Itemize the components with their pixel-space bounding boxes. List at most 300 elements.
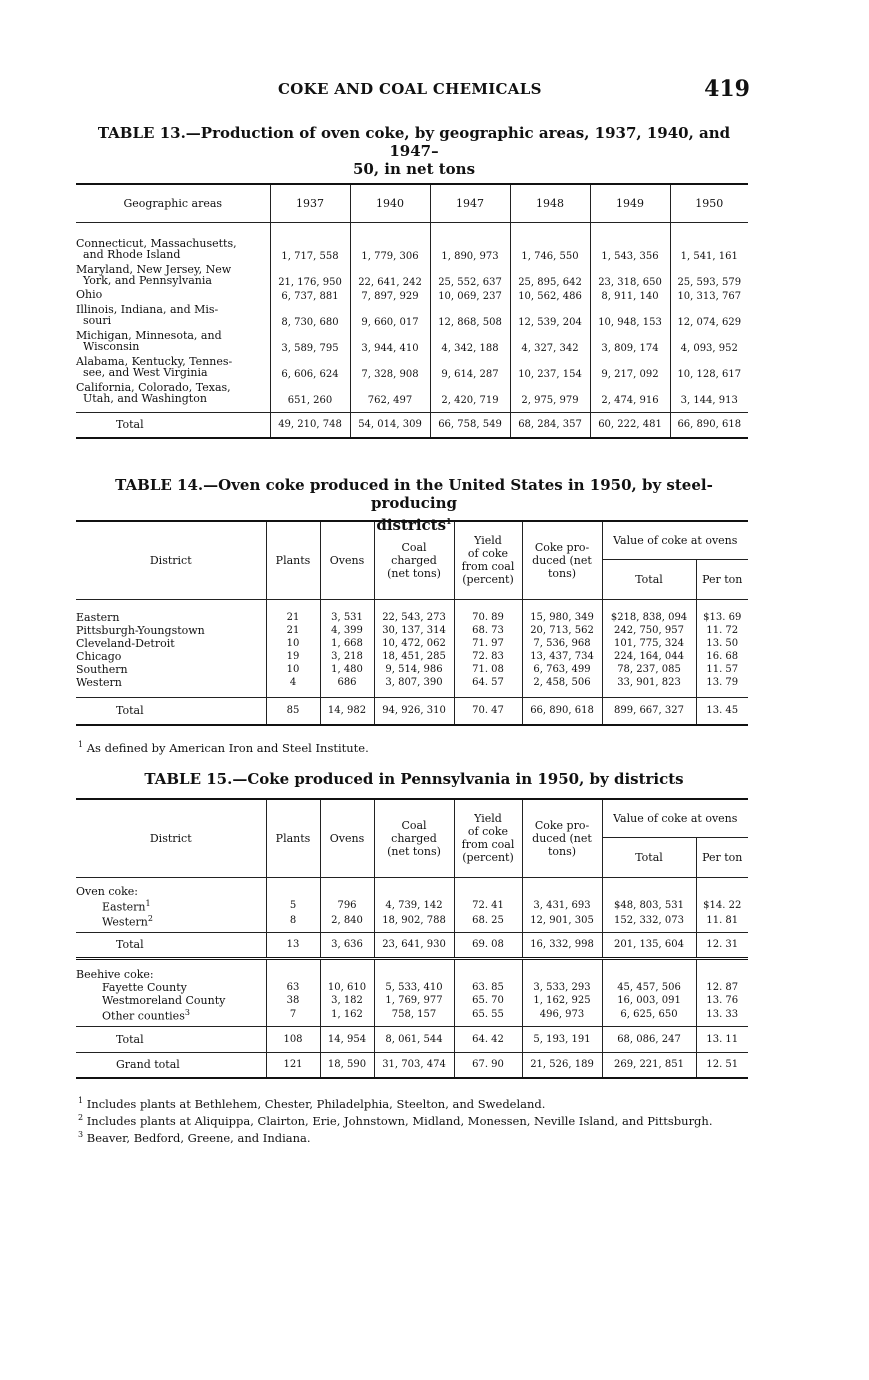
area-label-cell [76,288,270,302]
spacer-cell [374,877,454,885]
spacer-row [76,689,748,697]
col-header-coke [522,521,602,599]
value-cell: $48, 803, 531 [602,898,696,913]
spacer-cell [320,877,374,885]
value-cell: 2, 840 [320,913,374,928]
header-row [76,799,748,837]
district-label: Southern [76,663,266,676]
spacer-cell [590,222,670,236]
value-cell: 25, 593, 579 [677,276,742,288]
area-label-cell [76,302,270,328]
col-header-line: (percent) [462,851,514,865]
table-row [76,898,748,913]
value-cell: 10, 948, 153 [590,302,670,328]
value-cell: 8 [266,913,320,928]
footnote-text: Includes plants at Bethlehem, Chester, Philadelphia, Steelton, and Swedeland. [86,1096,546,1111]
value-cell: 71. 08 [454,663,522,676]
table13-col-header: 1937 [270,184,350,222]
spacer-cell [696,968,748,981]
total-value: 64. 42 [454,1026,522,1052]
value-cell: 6, 737, 881 [270,288,350,302]
value-cell: 19 [266,650,320,663]
area-label: Wisconsin [83,340,140,353]
value-cell: 10 [266,663,320,676]
col-header-value-group: Value of coke at ovens [602,521,748,559]
spacer-cell [602,877,696,885]
total-value: 14, 982 [320,697,374,725]
table-row [76,262,748,288]
value-cell: 10, 128, 617 [677,368,742,380]
footnote-mark: 1 [78,740,84,749]
table13-col-header: 1949 [590,184,670,222]
value-cell: 10, 610 [320,981,374,994]
value-cell: 3, 431, 693 [522,898,602,913]
value-cell: 3, 807, 390 [374,676,454,689]
section-heading: Beehive coke: [76,968,266,981]
col-header-line: (percent) [462,573,514,587]
spacer-cell [602,885,696,898]
district-label: Eastern [76,611,266,624]
value-cell: 6, 606, 624 [270,354,350,380]
page-number: 419 [704,76,750,102]
value-cell: 496, 973 [522,1007,602,1022]
spacer-cell [374,958,454,968]
district-label-cell [76,981,266,994]
value-cell: $14. 22 [703,899,742,911]
spacer-cell [696,958,748,968]
value-cell: 68. 25 [454,913,522,928]
value-cell: 10, 313, 767 [677,290,742,302]
total-value: 23, 641, 930 [374,932,454,958]
double-rule-row [76,958,748,968]
value-cell: 758, 157 [374,1007,454,1022]
table14-body [76,599,748,725]
value-cell: 9, 514, 986 [374,663,454,676]
value-cell: 16. 68 [706,650,739,662]
table13-col-header: 1948 [510,184,590,222]
value-cell: 12, 868, 508 [430,302,510,328]
table13-col-header: 1947 [430,184,510,222]
total-label: Total [76,932,266,958]
total-value: 54, 014, 309 [350,412,430,438]
value-cell: 63. 85 [454,981,522,994]
spacer-cell [320,885,374,898]
header-row [76,521,748,559]
value-cell: 11. 81 [706,914,739,926]
table13-caption [78,124,750,178]
total-value: 899, 667, 327 [602,697,696,725]
value-cell: 1, 746, 550 [510,236,590,262]
spacer-cell [270,222,350,236]
footnote-mark: 1 [78,1096,84,1105]
district-label: Pittsburgh-Youngstown [76,624,266,637]
area-label-cell [76,354,270,380]
spacer-cell [602,689,696,697]
footnote-line [78,1128,750,1145]
value-cell: 3, 531 [320,611,374,624]
value-cell: 8, 730, 680 [270,302,350,328]
table-row [76,676,748,689]
total-value: 201, 135, 604 [602,932,696,958]
value-cell: 5 [266,898,320,913]
value-cell: 10, 472, 062 [374,637,454,650]
total-label: Grand total [76,1052,266,1078]
total-value: 21, 526, 189 [522,1052,602,1078]
table15-head [76,799,748,877]
area-label-cell [76,236,270,262]
value-cell: 7, 536, 968 [522,637,602,650]
value-cell: 9, 660, 017 [350,302,430,328]
table13-col-header: Geographic areas [76,184,270,222]
total-value: 49, 210, 748 [270,412,350,438]
district-label: Eastern [102,900,146,914]
value-cell: 9, 217, 092 [590,354,670,380]
spacer-cell [522,599,602,611]
spacer-cell [320,958,374,968]
total-value: 13. 11 [696,1026,748,1052]
table13-caption-line1: TABLE 13.—Production of oven coke, by geographic areas, 1937, 1940, and 1947– [97,124,731,160]
spacer-row [76,222,748,236]
area-label-cell [76,328,270,354]
value-cell: 16, 003, 091 [602,994,696,1007]
value-cell: 72. 83 [454,650,522,663]
value-cell: 12, 539, 204 [510,302,590,328]
spacer-cell [602,958,696,968]
col-header-line: of coke [467,825,509,839]
district-label-cell [76,898,266,913]
total-label: Total [76,697,266,725]
total-value: 3, 636 [320,932,374,958]
table15-footnotes [78,1094,750,1144]
spacer-cell [350,222,430,236]
col-header-line: (net tons) [387,844,441,858]
value-cell: 23, 318, 650 [590,262,670,288]
area-label-cell [76,262,270,288]
spacer-cell [522,877,602,885]
col-header-line: charged [391,553,437,567]
area-label: Connecticut, Massachusetts, [76,236,237,250]
value-cell: 3, 809, 174 [590,328,670,354]
spacer-cell [454,599,522,611]
value-cell: 21 [266,624,320,637]
col-header-line: Yield [474,534,502,548]
spacer-cell [320,599,374,611]
district-label-cell [76,913,266,928]
total-row [76,1052,748,1078]
footnote-mark: 1 [145,899,151,908]
value-cell: 4 [266,676,320,689]
area-label: Illinois, Indiana, and Mis- [76,302,219,316]
district-label-cell [76,994,266,1007]
col-header-line: of coke [467,547,509,561]
spacer-cell [454,958,522,968]
value-cell: 762, 497 [350,380,430,406]
spacer-cell [374,599,454,611]
value-cell: 72. 41 [454,898,522,913]
value-cell: 65. 55 [454,1007,522,1022]
value-cell: 1, 717, 558 [270,236,350,262]
table15-caption [78,770,750,788]
value-cell: $218, 838, 094 [602,611,696,624]
col-header-yield [454,799,522,877]
col-header-line: from coal [461,838,515,852]
indent [76,366,83,379]
spacer-cell [696,599,748,611]
spacer-cell [602,599,696,611]
value-cell: 13, 437, 734 [522,650,602,663]
spacer-row [76,877,748,885]
col-header-coal [374,521,454,599]
total-value: 13 [266,932,320,958]
value-cell: 1, 668 [320,637,374,650]
value-cell: 651, 260 [270,380,350,406]
total-row [76,412,748,438]
value-cell: 18, 902, 788 [374,913,454,928]
district-label: Western [102,915,148,929]
value-cell: 21 [266,611,320,624]
value-cell: 4, 327, 342 [510,328,590,354]
value-cell: 1, 480 [320,663,374,676]
table-row [76,288,748,302]
total-value: 121 [266,1052,320,1078]
value-cell: 22, 641, 242 [350,262,430,288]
area-label: York, and Pennsylvania [83,274,212,287]
indent [76,392,83,405]
table13-body [76,222,748,438]
value-cell: 1, 162, 925 [522,994,602,1007]
area-label: Ohio [76,288,103,302]
total-value: 12. 51 [696,1052,748,1078]
col-header-line: (net tons) [387,566,441,580]
col-header-line: tons) [547,844,577,858]
value-cell: 686 [320,676,374,689]
table13-col-header: 1950 [670,184,748,222]
district-label: Westmoreland County [102,994,226,1008]
col-header-line: charged [391,831,437,845]
value-cell: 15, 980, 349 [522,611,602,624]
value-cell: 25, 895, 642 [510,262,590,288]
district-label: Western [76,676,266,689]
table-row [76,611,748,624]
spacer-cell [696,885,748,898]
spacer-cell [76,222,270,236]
indent [76,314,83,327]
table-row [76,624,748,637]
value-cell: 1, 543, 356 [590,236,670,262]
value-cell: 6, 625, 650 [602,1007,696,1022]
total-value: 85 [266,697,320,725]
spacer-cell [454,885,522,898]
value-cell: 70. 89 [454,611,522,624]
col-header-yield [454,521,522,599]
value-cell: 224, 164, 044 [602,650,696,663]
table13 [76,183,748,439]
col-header-district: District [76,799,266,877]
spacer-cell [266,958,320,968]
value-cell: 33, 901, 823 [602,676,696,689]
value-cell: 3, 182 [320,994,374,1007]
spacer-cell [454,689,522,697]
area-label: souri [83,314,112,327]
col-header-value-total: Total [602,559,696,599]
value-cell: 7, 328, 908 [350,354,430,380]
value-cell: 2, 420, 719 [430,380,510,406]
value-cell: 2, 975, 979 [510,380,590,406]
table-row [76,354,748,380]
area-label: Michigan, Minnesota, and [76,328,222,342]
value-cell: 10, 562, 486 [510,288,590,302]
value-cell: 11. 72 [706,624,739,636]
col-header-district: District [76,521,266,599]
spacer-cell [76,958,266,968]
spacer-cell [696,689,748,697]
value-cell: 13. 76 [706,995,739,1007]
spacer-cell [266,689,320,697]
value-cell: 13. 50 [706,637,739,649]
spacer-cell [374,968,454,981]
col-header-value-per-ton: Per ton [696,559,748,599]
col-header-ovens: Ovens [320,799,374,877]
spacer-cell [320,689,374,697]
spacer-cell [76,599,266,611]
value-cell: 12. 87 [706,982,739,994]
spacer-cell [266,885,320,898]
value-cell: 12, 074, 629 [677,316,742,328]
value-cell: 4, 399 [320,624,374,637]
table-row [76,1007,748,1022]
page-header [78,76,750,106]
col-header-plants: Plants [266,799,320,877]
total-value: 68, 086, 247 [602,1026,696,1052]
spacer-cell [76,877,266,885]
value-cell: 3, 218 [320,650,374,663]
district-label-cell [76,1007,266,1022]
footnote-text: As defined by American Iron and Steel Institute. [86,740,369,755]
col-header-line: Coke pro- [534,540,590,554]
value-cell: 45, 457, 506 [602,981,696,994]
value-cell: 10, 069, 237 [430,288,510,302]
value-cell: 5, 533, 410 [374,981,454,994]
col-header-line: duced (net [532,553,592,567]
total-value: 16, 332, 998 [522,932,602,958]
table13-header-row [76,184,748,222]
indent [76,340,83,353]
footnote-mark: 2 [147,914,153,924]
table13-col-header: 1940 [350,184,430,222]
area-label-cell [76,380,270,406]
total-value: 68, 284, 357 [510,412,590,438]
value-cell: 13. 79 [706,676,739,688]
value-cell: 1, 769, 977 [374,994,454,1007]
value-cell: 21, 176, 950 [270,262,350,288]
col-header-line: Coal [401,540,427,554]
col-header-coke [522,799,602,877]
table-row [76,637,748,650]
footnote-mark: 1 [446,516,452,526]
spacer-cell [696,877,748,885]
total-value: 66, 758, 549 [430,412,510,438]
col-header-line: duced (net [532,831,592,845]
spacer-cell [670,222,748,236]
total-value: 31, 703, 474 [374,1052,454,1078]
total-row [76,697,748,725]
spacer-cell [266,968,320,981]
value-cell: 9, 614, 287 [430,354,510,380]
value-cell: 8, 911, 140 [590,288,670,302]
value-cell: 152, 332, 073 [602,913,696,928]
total-value: 108 [266,1026,320,1052]
value-cell: 10, 237, 154 [510,354,590,380]
table13-caption-line2: 50, in net tons [352,160,476,178]
total-value: 5, 193, 191 [522,1026,602,1052]
value-cell: 6, 763, 499 [522,663,602,676]
section-heading-row [76,885,748,898]
district-label: Other counties [102,1009,185,1023]
spacer-cell [522,958,602,968]
value-cell: 2, 474, 916 [590,380,670,406]
area-label: see, and West Virginia [83,366,208,379]
total-row [76,1026,748,1052]
value-cell: 65. 70 [454,994,522,1007]
area-label: Utah, and Washington [83,392,207,405]
col-header-plants: Plants [266,521,320,599]
spacer-cell [320,968,374,981]
footnote-line [78,1111,750,1128]
value-cell: 68. 73 [454,624,522,637]
total-value: 94, 926, 310 [374,697,454,725]
spacer-cell [522,968,602,981]
total-value: 66, 890, 618 [670,412,748,438]
col-header-line: Coke pro- [534,818,590,832]
value-cell: 78, 237, 085 [602,663,696,676]
col-header-line: tons) [547,566,577,580]
value-cell: 3, 144, 913 [680,394,738,406]
value-cell: 1, 162 [320,1007,374,1022]
total-value: 13. 45 [696,697,748,725]
value-cell: 13. 33 [706,1009,739,1021]
district-label: Fayette County [102,981,187,995]
footnote-mark: 3 [184,1008,190,1018]
total-label: Total [76,1026,266,1052]
table14-head [76,521,748,599]
area-label: Alabama, Kentucky, Tennes- [76,354,233,368]
section-heading-row [76,968,748,981]
value-cell: 64. 57 [454,676,522,689]
value-cell: 7 [266,1007,320,1022]
value-cell: 63 [266,981,320,994]
running-title: COKE AND COAL CHEMICALS [278,80,542,98]
spacer-cell [374,689,454,697]
col-header-line: Coal [401,818,427,832]
footnote-mark: 3 [78,1129,84,1139]
total-value: 67. 90 [454,1052,522,1078]
spacer-cell [454,877,522,885]
value-cell: 3, 533, 293 [522,981,602,994]
value-cell: 1, 779, 306 [350,236,430,262]
table-row [76,994,748,1007]
total-value: 69. 08 [454,932,522,958]
indent [76,274,83,287]
value-cell: 71. 97 [454,637,522,650]
spacer-cell [522,689,602,697]
value-cell: 11. 57 [706,663,739,675]
footnote-line [78,1094,750,1111]
spacer-cell [510,222,590,236]
total-label: Total [76,412,270,438]
spacer-cell [430,222,510,236]
total-row [76,932,748,958]
total-value: 60, 222, 481 [590,412,670,438]
